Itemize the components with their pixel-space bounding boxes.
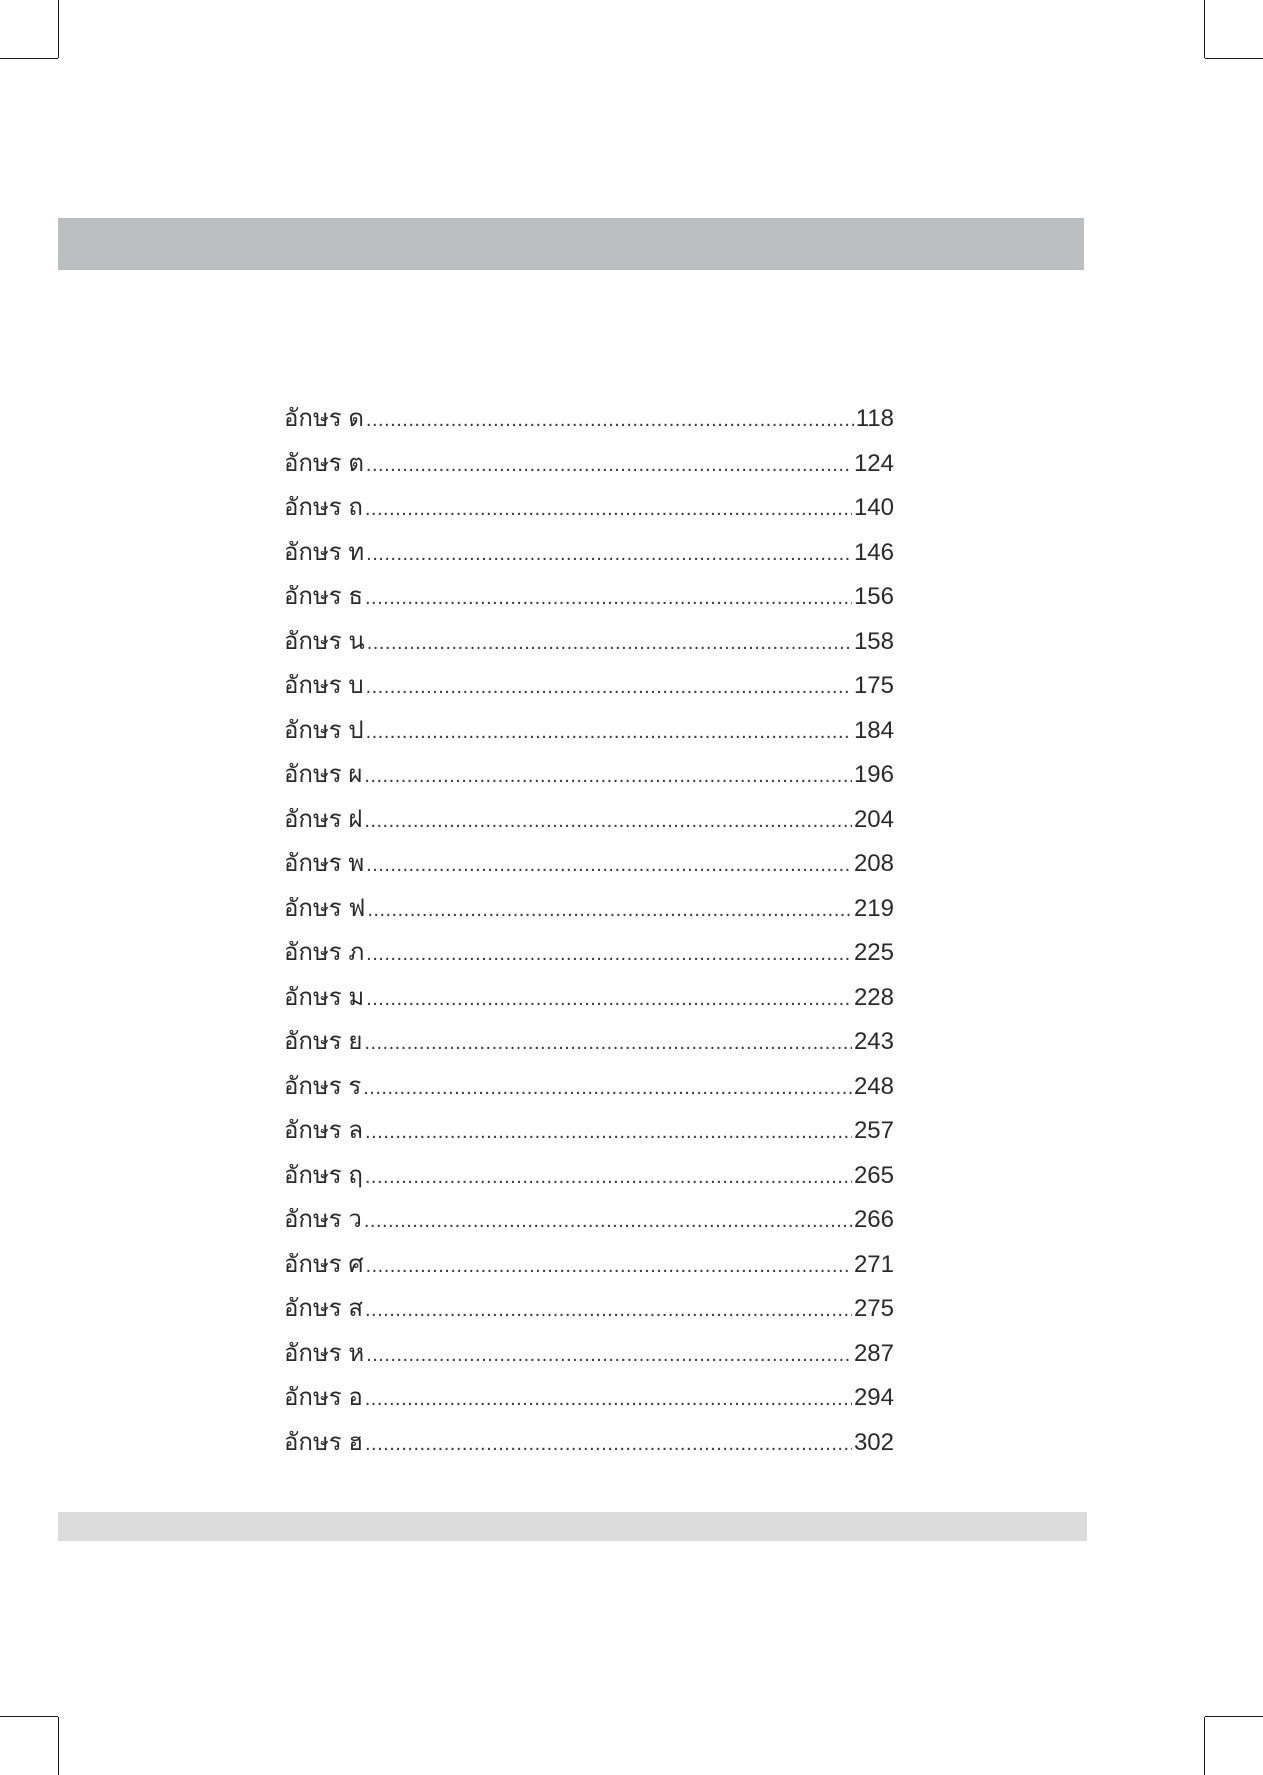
toc-entry-label: อักษร ล bbox=[284, 1117, 364, 1144]
toc-entry-label: อักษร ถ bbox=[284, 494, 363, 521]
toc-entry[interactable] bbox=[284, 620, 894, 665]
crop-mark-top-right-horizontal bbox=[1205, 58, 1263, 59]
toc-entry-page-number: 158 bbox=[853, 627, 894, 655]
toc-leader-dots bbox=[366, 932, 852, 976]
toc-entry[interactable] bbox=[284, 575, 894, 620]
toc-entry-page-number: 204 bbox=[853, 805, 894, 833]
toc-entry-label: อักษร ฤ bbox=[284, 1161, 363, 1189]
toc-entry[interactable] bbox=[284, 842, 894, 887]
toc-entry[interactable] bbox=[284, 887, 894, 932]
toc-entry-label: อักษร ท bbox=[284, 538, 365, 566]
toc-entry-page-number: 118 bbox=[855, 405, 894, 432]
toc-leader-dots bbox=[366, 1244, 852, 1288]
toc-entry[interactable] bbox=[284, 1109, 894, 1154]
toc-entry-label: อักษร ห bbox=[284, 1339, 365, 1367]
crop-mark-top-right-vertical bbox=[1204, 0, 1205, 58]
toc-entry-page-number: 266 bbox=[853, 1206, 894, 1233]
toc-entry[interactable] bbox=[284, 798, 894, 843]
toc-entry-label: อักษร ส bbox=[284, 1295, 363, 1322]
toc-entry-label: อักษร ย bbox=[284, 1028, 363, 1055]
toc-entry[interactable] bbox=[284, 1020, 894, 1065]
crop-mark-bottom-left-horizontal bbox=[0, 1716, 58, 1717]
toc-entry[interactable] bbox=[284, 1421, 894, 1466]
toc-leader-dots bbox=[365, 1422, 852, 1466]
toc-leader-dots bbox=[365, 1377, 852, 1421]
toc-entry-page-number: 302 bbox=[853, 1428, 894, 1456]
toc-entry[interactable] bbox=[284, 753, 894, 798]
toc-entry-page-number: 175 bbox=[853, 672, 894, 699]
toc-entry-label: อักษร ม bbox=[284, 983, 365, 1011]
toc-leader-dots bbox=[366, 443, 852, 487]
toc-entry-page-number: 287 bbox=[853, 1339, 894, 1367]
toc-leader-dots bbox=[364, 799, 852, 843]
toc-entry-page-number: 184 bbox=[853, 716, 894, 744]
toc-entry-label: อักษร ภ bbox=[284, 939, 365, 966]
toc-entry-page-number: 140 bbox=[853, 494, 894, 521]
toc-leader-dots bbox=[366, 1333, 852, 1377]
toc-entry-page-number: 124 bbox=[853, 449, 894, 477]
toc-leader-dots bbox=[366, 398, 854, 442]
toc-leader-dots bbox=[364, 1021, 852, 1065]
toc-leader-dots bbox=[366, 710, 852, 754]
toc-entry[interactable] bbox=[284, 1376, 894, 1421]
toc-entry[interactable] bbox=[284, 1243, 894, 1288]
toc-leader-dots bbox=[365, 1288, 852, 1332]
toc-entry-page-number: 275 bbox=[853, 1295, 894, 1322]
toc-entry[interactable] bbox=[284, 486, 894, 531]
toc-entry-page-number: 219 bbox=[853, 894, 894, 922]
toc-entry-label: อักษร ต bbox=[284, 449, 364, 477]
crop-mark-bottom-left-vertical bbox=[58, 1717, 59, 1775]
crop-mark-top-left-horizontal bbox=[0, 58, 58, 59]
toc-entry-label: อักษร ว bbox=[284, 1206, 362, 1233]
toc-entry-page-number: 225 bbox=[853, 939, 894, 966]
toc-entry-page-number: 294 bbox=[853, 1384, 894, 1411]
toc-entry-page-number: 243 bbox=[853, 1028, 894, 1055]
toc-leader-dots bbox=[366, 532, 852, 576]
toc-entry-label: อักษร ฮ bbox=[284, 1428, 363, 1456]
toc-entry-label: อักษร ผ bbox=[284, 761, 363, 788]
toc-entry[interactable] bbox=[284, 1332, 894, 1377]
toc-entry-page-number: 196 bbox=[853, 761, 894, 788]
toc-entry-page-number: 265 bbox=[853, 1161, 894, 1189]
toc-leader-dots bbox=[367, 888, 852, 932]
table-of-contents bbox=[284, 397, 894, 1465]
toc-entry-label: อักษร ร bbox=[284, 1072, 362, 1100]
crop-mark-top-left-vertical bbox=[58, 0, 59, 58]
crop-mark-bottom-right-vertical bbox=[1204, 1717, 1205, 1775]
toc-entry-page-number: 146 bbox=[853, 538, 894, 566]
toc-leader-dots bbox=[366, 977, 852, 1021]
toc-entry[interactable] bbox=[284, 931, 894, 976]
toc-entry[interactable] bbox=[284, 531, 894, 576]
toc-entry[interactable] bbox=[284, 442, 894, 487]
toc-entry-label: อักษร ป bbox=[284, 716, 364, 744]
toc-entry-label: อักษร ศ bbox=[284, 1250, 364, 1278]
toc-entry-page-number: 228 bbox=[853, 983, 894, 1011]
toc-leader-dots bbox=[367, 621, 852, 665]
toc-leader-dots bbox=[365, 576, 852, 620]
toc-entry-page-number: 257 bbox=[853, 1117, 894, 1144]
toc-entry-page-number: 271 bbox=[853, 1250, 894, 1278]
toc-entry-label: อักษร อ bbox=[284, 1384, 363, 1411]
toc-leader-dots bbox=[365, 1110, 852, 1154]
toc-leader-dots bbox=[363, 1066, 852, 1110]
toc-entry[interactable] bbox=[284, 1287, 894, 1332]
toc-entry[interactable] bbox=[284, 1198, 894, 1243]
toc-entry[interactable] bbox=[284, 709, 894, 754]
toc-entry-label: อักษร ฟ bbox=[284, 894, 366, 922]
crop-mark-bottom-right-horizontal bbox=[1205, 1716, 1263, 1717]
toc-leader-dots bbox=[365, 1155, 852, 1199]
toc-entry[interactable] bbox=[284, 976, 894, 1021]
toc-leader-dots bbox=[365, 487, 852, 531]
header-band bbox=[58, 218, 1084, 270]
toc-entry[interactable] bbox=[284, 1154, 894, 1199]
toc-entry-page-number: 248 bbox=[853, 1072, 894, 1100]
toc-leader-dots bbox=[364, 1199, 852, 1243]
toc-entry-label: อักษร บ bbox=[284, 672, 364, 699]
toc-entry-label: อักษร ด bbox=[284, 405, 364, 432]
toc-entry[interactable] bbox=[284, 397, 894, 442]
toc-entry-label: อักษร ฝ bbox=[284, 805, 363, 833]
toc-leader-dots bbox=[364, 754, 852, 798]
toc-entry-page-number: 208 bbox=[853, 850, 894, 877]
toc-entry-label: อักษร น bbox=[284, 627, 365, 655]
toc-leader-dots bbox=[366, 665, 852, 709]
toc-entry-label: อักษร ธ bbox=[284, 583, 363, 610]
toc-entry[interactable] bbox=[284, 664, 894, 709]
toc-entry-label: อักษร พ bbox=[284, 850, 365, 877]
footer-band bbox=[58, 1512, 1087, 1541]
toc-entry[interactable] bbox=[284, 1065, 894, 1110]
toc-entry-page-number: 156 bbox=[853, 583, 894, 610]
toc-leader-dots bbox=[366, 843, 852, 887]
